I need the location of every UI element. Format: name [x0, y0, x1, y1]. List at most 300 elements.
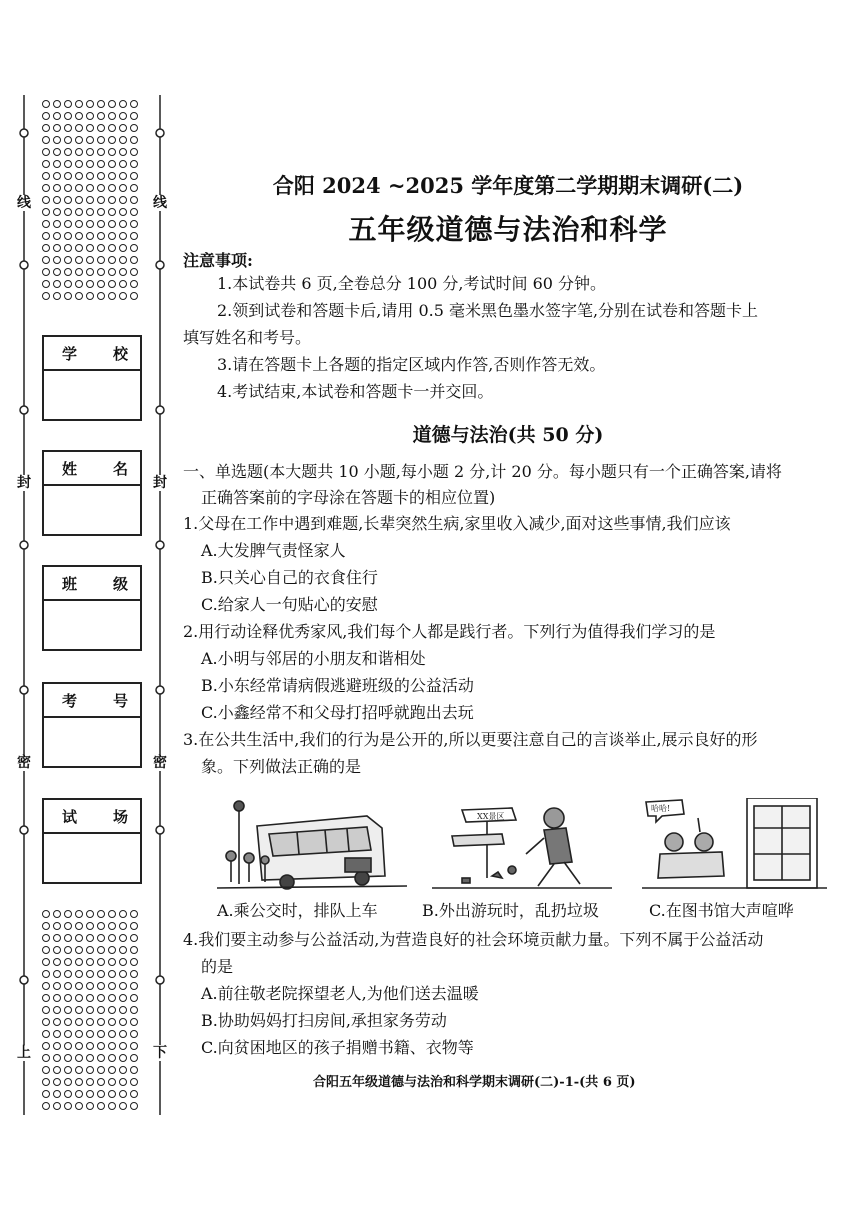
decorative-dot: [97, 982, 105, 990]
decorative-dot: [64, 292, 72, 300]
decorative-dot: [108, 244, 116, 252]
bus-queue-illustration: [217, 798, 407, 894]
decorative-dot: [75, 994, 83, 1002]
decorative-dot: [75, 1102, 83, 1110]
decorative-dot: [97, 136, 105, 144]
decorative-dot: [53, 1042, 61, 1050]
decorative-dot: [97, 1078, 105, 1086]
decorative-dot: [42, 100, 50, 108]
decorative-dot: [119, 124, 127, 132]
decorative-dot: [75, 148, 83, 156]
decorative-dot: [97, 196, 105, 204]
decorative-dot: [119, 292, 127, 300]
decorative-dot: [119, 1054, 127, 1062]
decorative-dot: [75, 172, 83, 180]
decorative-dot: [119, 958, 127, 966]
decorative-dot: [119, 280, 127, 288]
decorative-dot: [86, 970, 94, 978]
decorative-dot: [86, 292, 94, 300]
decorative-dot: [108, 1078, 116, 1086]
decorative-dot: [64, 124, 72, 132]
decorative-dot: [86, 208, 94, 216]
decorative-dot: [97, 148, 105, 156]
question-3-stem: 3.在公共生活中,我们的行为是公开的,所以更要注意自己的言谈举止,展示良好的形: [183, 730, 758, 749]
decorative-dot: [53, 946, 61, 954]
decorative-dot: [75, 922, 83, 930]
decorative-dot: [130, 1042, 138, 1050]
decorative-dot: [53, 100, 61, 108]
decorative-dot: [53, 184, 61, 192]
decorative-dot: [108, 268, 116, 276]
decorative-dot: [75, 220, 83, 228]
decorative-dot: [97, 208, 105, 216]
decorative-dot: [42, 124, 50, 132]
decorative-dot: [42, 934, 50, 942]
decorative-dot: [64, 184, 72, 192]
decorative-dot: [108, 160, 116, 168]
decorative-dot: [108, 1006, 116, 1014]
name-label: [44, 452, 140, 486]
decorative-dot: [130, 946, 138, 954]
decorative-dot: [75, 1006, 83, 1014]
decorative-dot: [119, 208, 127, 216]
decorative-dot: [108, 112, 116, 120]
decorative-dot: [97, 184, 105, 192]
exam-room-box: [42, 798, 142, 884]
decorative-dot: [64, 220, 72, 228]
decorative-dot: [108, 148, 116, 156]
decorative-dot: [130, 1102, 138, 1110]
decorative-dot: [42, 160, 50, 168]
binding-char-up: 上: [17, 1045, 31, 1061]
decorative-dot: [108, 136, 116, 144]
decorative-dot: [75, 910, 83, 918]
decorative-dot: [119, 1042, 127, 1050]
decorative-dot: [97, 256, 105, 264]
decorative-dot: [97, 1054, 105, 1062]
question-3-pictures: [217, 798, 827, 922]
inner-binding-line-graphic: [152, 95, 168, 1115]
binding-char-down: 下: [153, 1045, 167, 1061]
decorative-dot: [97, 922, 105, 930]
picture-caption-a: A.乘公交时，排队上车: [217, 901, 378, 920]
decorative-dot: [119, 910, 127, 918]
decorative-dot: [97, 232, 105, 240]
decorative-dot: [64, 970, 72, 978]
decorative-dot: [97, 1090, 105, 1098]
decorative-dot: [53, 172, 61, 180]
decorative-dot: [86, 1066, 94, 1074]
decorative-dot: [119, 172, 127, 180]
decorative-dot: [119, 982, 127, 990]
decorative-dot: [130, 1078, 138, 1086]
decorative-dot: [130, 994, 138, 1002]
decorative-dot: [119, 268, 127, 276]
decorative-dot: [64, 1054, 72, 1062]
decorative-dot: [86, 994, 94, 1002]
decorative-dot: [97, 112, 105, 120]
decorative-dot: [42, 220, 50, 228]
decorative-dot: [130, 172, 138, 180]
decorative-dot: [97, 244, 105, 252]
school-box: [42, 335, 142, 421]
decorative-dot: [53, 148, 61, 156]
label-char: 号: [112, 691, 128, 710]
decorative-dot: [42, 112, 50, 120]
decorative-dot: [64, 1018, 72, 1026]
label-char: 考: [62, 691, 78, 710]
decorative-dot: [130, 958, 138, 966]
decorative-dot: [75, 970, 83, 978]
decorative-dot: [42, 1030, 50, 1038]
decorative-dot: [64, 1030, 72, 1038]
decorative-dot: [130, 1018, 138, 1026]
decorative-dot: [42, 1078, 50, 1086]
binding-char-seal: 封: [17, 475, 31, 491]
decorative-dot: [42, 970, 50, 978]
decorative-dot: [42, 1006, 50, 1014]
decorative-dot: [119, 1066, 127, 1074]
decorative-dot: [119, 244, 127, 252]
decorative-dot: [119, 232, 127, 240]
decorative-dot: [130, 160, 138, 168]
exam-number-box: [42, 682, 142, 768]
decorative-dot: [119, 220, 127, 228]
decorative-dot: [53, 970, 61, 978]
decorative-dot: [42, 994, 50, 1002]
question-1-option-a: A.大发脾气责怪家人: [201, 541, 346, 560]
decorative-dot: [119, 970, 127, 978]
binding-char-line: 线: [153, 195, 167, 211]
decorative-dot: [108, 292, 116, 300]
speech-bubble-text: 哈哈!: [651, 804, 671, 813]
decorative-dot: [86, 1042, 94, 1050]
decorative-dot: [64, 172, 72, 180]
decorative-dot: [75, 958, 83, 966]
question-2-option-b: B.小东经常请病假逃避班级的公益活动: [201, 676, 474, 695]
decorative-dot: [42, 1102, 50, 1110]
decorative-dot: [108, 1066, 116, 1074]
decorative-dot: [108, 958, 116, 966]
question-1-stem: 1.父母在工作中遇到难题,长辈突然生病,家里收入减少,面对这些事情,我们应该: [183, 514, 731, 533]
exam-room-label: [44, 800, 140, 834]
decorative-dot: [97, 910, 105, 918]
notice-item: 4.考试结束,本试卷和答题卡一并交回。: [217, 382, 494, 401]
decorative-dot: [75, 1066, 83, 1074]
decorative-dot: [86, 958, 94, 966]
decorative-dot: [53, 982, 61, 990]
decorative-dot: [42, 184, 50, 192]
picture-caption-c: C.在图书馆大声喧哗: [649, 901, 794, 920]
decorative-dot: [75, 1042, 83, 1050]
decorative-dot: [64, 946, 72, 954]
library-noise-illustration: [642, 798, 827, 894]
decorative-dot: [108, 1090, 116, 1098]
decorative-dot: [42, 256, 50, 264]
question-3-stem-cont: 象。下列做法正确的是: [201, 757, 362, 776]
decorative-dot: [53, 256, 61, 264]
decorative-dot: [64, 280, 72, 288]
decorative-dot: [64, 232, 72, 240]
decorative-dot: [42, 1054, 50, 1062]
decorative-dot: [130, 970, 138, 978]
decorative-dot: [53, 1018, 61, 1026]
decorative-dot: [42, 268, 50, 276]
decorative-dot: [64, 982, 72, 990]
decorative-dot: [53, 292, 61, 300]
decorative-dot: [97, 220, 105, 228]
decorative-dot-grid-bottom: [42, 910, 142, 1120]
decorative-dot: [64, 244, 72, 252]
decorative-dot: [86, 946, 94, 954]
decorative-dot: [130, 196, 138, 204]
decorative-dot: [42, 244, 50, 252]
decorative-dot: [42, 910, 50, 918]
decorative-dot: [42, 172, 50, 180]
binding-char-close: 密: [17, 755, 31, 771]
decorative-dot: [53, 1078, 61, 1086]
decorative-dot: [97, 934, 105, 942]
decorative-dot: [130, 280, 138, 288]
decorative-dot: [75, 208, 83, 216]
decorative-dot: [53, 268, 61, 276]
decorative-dot: [64, 208, 72, 216]
inner-binding-line: [152, 95, 168, 1115]
decorative-dot: [53, 124, 61, 132]
decorative-dot: [130, 1030, 138, 1038]
decorative-dot: [75, 244, 83, 252]
decorative-dot: [130, 268, 138, 276]
picture-caption-b: B.外出游玩时，乱扔垃圾: [422, 901, 599, 920]
class-label: [44, 567, 140, 601]
decorative-dot: [130, 124, 138, 132]
section-title: 道德与法治(共 50 分): [412, 424, 604, 446]
decorative-dot: [75, 1030, 83, 1038]
decorative-dot: [108, 172, 116, 180]
decorative-dot: [75, 1090, 83, 1098]
decorative-dot: [75, 124, 83, 132]
decorative-dot: [108, 1102, 116, 1110]
decorative-dot: [119, 184, 127, 192]
decorative-dot: [97, 100, 105, 108]
decorative-dot: [53, 958, 61, 966]
binding-char-close: 密: [153, 755, 167, 771]
decorative-dot: [42, 136, 50, 144]
decorative-dot: [75, 196, 83, 204]
decorative-dot: [75, 136, 83, 144]
label-char: 班: [62, 574, 78, 593]
decorative-dot: [130, 112, 138, 120]
label-char: 级: [112, 574, 128, 593]
question-2-option-a: A.小明与邻居的小朋友和谐相处: [201, 649, 426, 668]
decorative-dot: [97, 124, 105, 132]
decorative-dot: [130, 220, 138, 228]
decorative-dot: [53, 232, 61, 240]
decorative-dot: [97, 268, 105, 276]
decorative-dot: [119, 1006, 127, 1014]
decorative-dot: [42, 208, 50, 216]
decorative-dot: [86, 196, 94, 204]
decorative-dot: [86, 100, 94, 108]
decorative-dot: [108, 184, 116, 192]
decorative-dot: [64, 160, 72, 168]
decorative-dot: [42, 292, 50, 300]
decorative-dot: [86, 910, 94, 918]
decorative-dot: [97, 172, 105, 180]
decorative-dot: [130, 256, 138, 264]
decorative-dot: [64, 934, 72, 942]
decorative-dot: [86, 1078, 94, 1086]
decorative-dot: [119, 1102, 127, 1110]
decorative-dot: [42, 196, 50, 204]
decorative-dot: [75, 112, 83, 120]
page-footer: 合阳五年级道德与法治和科学期末调研(二)-1-(共 6 页): [313, 1075, 636, 1090]
question-1-option-c: C.给家人一句贴心的安慰: [201, 595, 378, 614]
decorative-dot: [64, 1102, 72, 1110]
decorative-dot: [119, 1078, 127, 1086]
decorative-dot: [86, 244, 94, 252]
decorative-dot: [108, 208, 116, 216]
decorative-dot: [86, 982, 94, 990]
decorative-dot-grid-top: [42, 100, 142, 305]
decorative-dot: [75, 184, 83, 192]
decorative-dot: [53, 220, 61, 228]
decorative-dot: [64, 196, 72, 204]
decorative-dot: [42, 232, 50, 240]
decorative-dot: [53, 244, 61, 252]
decorative-dot: [108, 196, 116, 204]
decorative-dot: [75, 100, 83, 108]
decorative-dot: [97, 994, 105, 1002]
decorative-dot: [97, 1018, 105, 1026]
decorative-dot: [64, 1078, 72, 1086]
decorative-dot: [75, 256, 83, 264]
decorative-dot: [108, 280, 116, 288]
decorative-dot: [64, 256, 72, 264]
exam-title: 合阳 2024 ~2025 学年度第二学期期末调研(二): [272, 173, 744, 198]
decorative-dot: [53, 922, 61, 930]
binding-char-line: 线: [17, 195, 31, 211]
decorative-dot: [108, 1042, 116, 1050]
decorative-dot: [64, 112, 72, 120]
decorative-dot: [130, 208, 138, 216]
decorative-dot: [130, 1054, 138, 1062]
label-char: 场: [112, 807, 128, 826]
question-2-stem: 2.用行动诠释优秀家风,我们每个人都是践行者。下列行为值得我们学习的是: [183, 622, 716, 641]
decorative-dot: [42, 1018, 50, 1026]
decorative-dot: [119, 160, 127, 168]
decorative-dot: [42, 946, 50, 954]
decorative-dot: [75, 1054, 83, 1062]
label-char: 校: [112, 344, 128, 363]
outer-binding-line-graphic: [16, 95, 32, 1115]
decorative-dot: [42, 148, 50, 156]
decorative-dot: [119, 1090, 127, 1098]
decorative-dot: [42, 1066, 50, 1074]
part-instructions: 一、单选题(本大题共 10 小题,每小题 2 分,计 20 分。每小题只有一个正确答案,请将: [183, 462, 782, 481]
decorative-dot: [97, 946, 105, 954]
decorative-dot: [64, 1042, 72, 1050]
decorative-dot: [130, 934, 138, 942]
decorative-dot: [86, 934, 94, 942]
decorative-dot: [75, 934, 83, 942]
decorative-dot: [64, 1090, 72, 1098]
notice-item: 2.领到试卷和答题卡后,请用 0.5 毫米黑色墨水签字笔,分别在试卷和答题卡上: [217, 301, 759, 320]
exam-subject: 五年级道德与法治和科学: [348, 213, 668, 246]
decorative-dot: [86, 232, 94, 240]
decorative-dot: [119, 256, 127, 264]
decorative-dot: [130, 136, 138, 144]
decorative-dot: [86, 922, 94, 930]
decorative-dot: [119, 922, 127, 930]
decorative-dot: [75, 1078, 83, 1086]
decorative-dot: [119, 1018, 127, 1026]
notice-item: 3.请在答题卡上各题的指定区域内作答,否则作答无效。: [217, 355, 606, 374]
decorative-dot: [86, 1006, 94, 1014]
decorative-dot: [64, 910, 72, 918]
decorative-dot: [86, 1030, 94, 1038]
decorative-dot: [130, 1066, 138, 1074]
decorative-dot: [42, 280, 50, 288]
decorative-dot: [86, 256, 94, 264]
decorative-dot: [75, 268, 83, 276]
decorative-dot: [42, 1042, 50, 1050]
label-char: 试: [62, 807, 78, 826]
decorative-dot: [97, 970, 105, 978]
decorative-dot: [119, 112, 127, 120]
decorative-dot: [119, 100, 127, 108]
decorative-dot: [130, 100, 138, 108]
question-1-option-b: B.只关心自己的衣食住行: [201, 568, 378, 587]
decorative-dot: [108, 970, 116, 978]
question-4-stem-cont: 的是: [201, 957, 234, 976]
label-char: 学: [62, 344, 78, 363]
decorative-dot: [108, 910, 116, 918]
notice-item: 1.本试卷共 6 页,全卷总分 100 分,考试时间 60 分钟。: [217, 274, 607, 293]
name-box: [42, 450, 142, 536]
decorative-dot: [86, 124, 94, 132]
question-4-option-c: C.向贫困地区的孩子捐赠书籍、衣物等: [201, 1038, 474, 1057]
decorative-dot: [86, 1102, 94, 1110]
decorative-dot: [53, 112, 61, 120]
decorative-dot: [86, 1054, 94, 1062]
decorative-dot: [53, 136, 61, 144]
decorative-dot: [119, 148, 127, 156]
decorative-dot: [119, 1030, 127, 1038]
decorative-dot: [53, 1102, 61, 1110]
decorative-dot: [53, 1090, 61, 1098]
decorative-dot: [119, 196, 127, 204]
decorative-dot: [64, 1006, 72, 1014]
decorative-dot: [119, 994, 127, 1002]
part-instructions-cont: 正确答案前的字母涂在答题卡的相应位置): [201, 488, 496, 507]
label-char: 姓: [62, 459, 78, 478]
decorative-dot: [130, 292, 138, 300]
label-char: 名: [112, 459, 128, 478]
decorative-dot: [64, 268, 72, 276]
question-4-option-a: A.前往敬老院探望老人,为他们送去温暖: [201, 984, 479, 1003]
decorative-dot: [86, 136, 94, 144]
decorative-dot: [130, 910, 138, 918]
decorative-dot: [53, 934, 61, 942]
decorative-dot: [97, 292, 105, 300]
notice-item: 填写姓名和考号。: [183, 328, 312, 347]
decorative-dot: [53, 196, 61, 204]
decorative-dot: [64, 994, 72, 1002]
decorative-dot: [97, 160, 105, 168]
decorative-dot: [75, 292, 83, 300]
decorative-dot: [108, 100, 116, 108]
